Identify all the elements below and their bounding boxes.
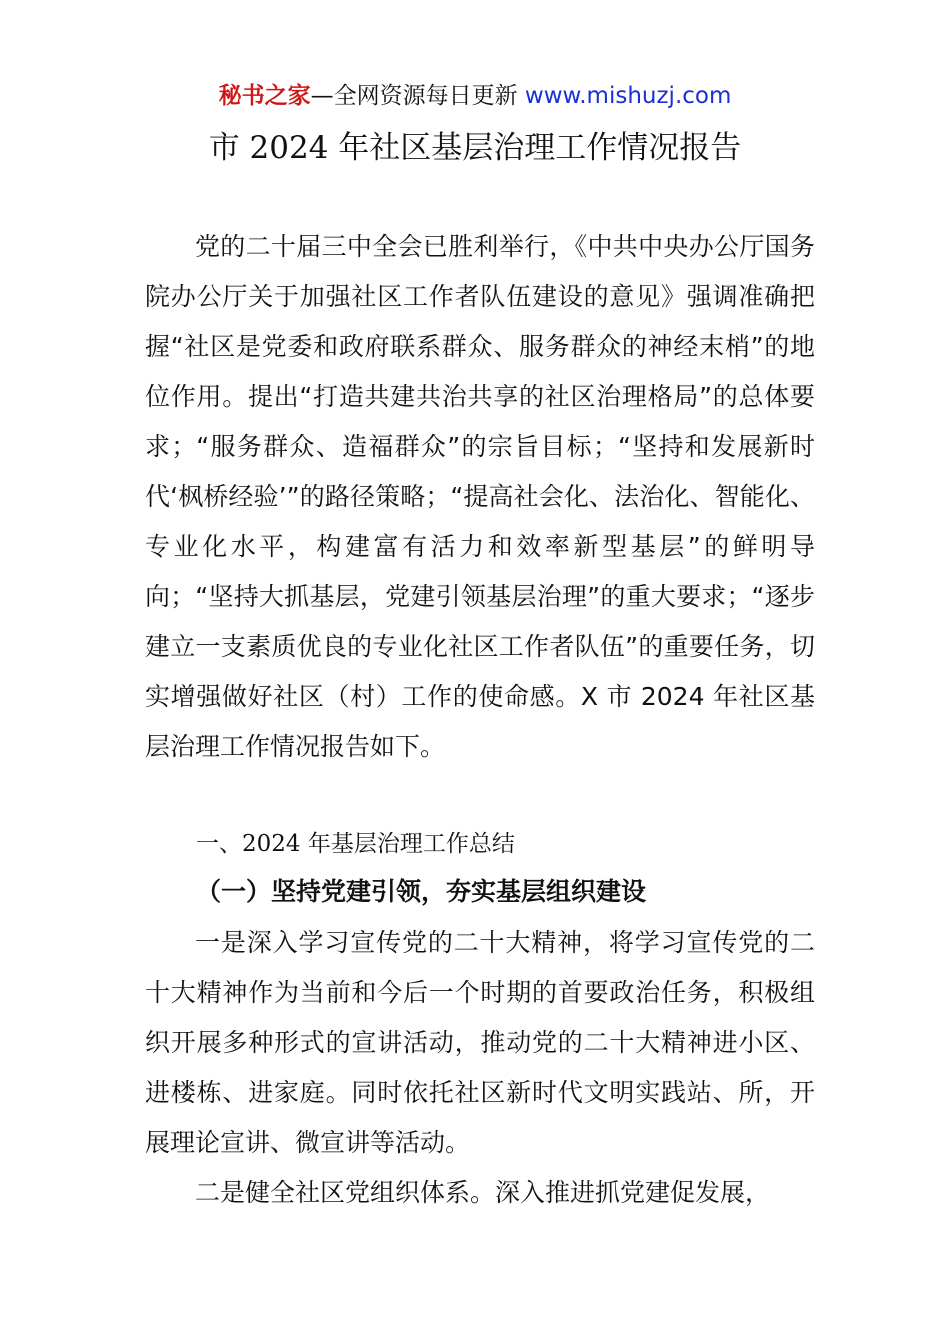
- site-header: [0, 80, 950, 112]
- section-heading: 一、2024 年基层治理工作总结: [196, 831, 515, 857]
- subsection-heading: （一）坚持党建引领，夯实基层组织建设: [196, 877, 647, 906]
- intro-paragraph: 党的二十届三中全会已胜利举行，《中共中央办公厅国务院办公厅关于加强社区工作者队伍建设的意见》强调准确把握“社区是党委和政府联系群众、服务群众的神经末梢”的地位作用。提出“打造共建共治共享的社区治理格局”的总体要求；“服务群众、造福群众”的宗旨目标；“坚持和发展新时代‘枫桥经验’”的路径策略；“提高社会化、法治化、智能化、专业化水平，构建富有活力和效率新型基层”的鲜明导向；“坚持大抓基层，党建引领基层治理”的重大要求；“逐步建立一支素质优良的专业化社区工作者队伍”的重要任务，切实增强做好社区（村）工作的使命感。X 市 2024 年社区基层治理工作情况报告如下。: [145, 232, 815, 761]
- site-slogan: —全网资源每日更新: [310, 83, 518, 109]
- site-url-link[interactable]: www.mishuzj.com: [524, 83, 732, 109]
- body-paragraph: 一是深入学习宣传党的二十大精神，将学习宣传党的二十大精神作为当前和今后一个时期的首要政治任务，积极组织开展多种形式的宣讲活动，推动党的二十大精神进小区、进楼栋、进家庭。同时依托社区新时代文明实践站、所，开展理论宣讲、微宣讲等活动。: [145, 928, 815, 1157]
- body-paragraph-partial: 二是健全社区党组织体系。深入推进抓党建促发展，: [195, 1178, 771, 1207]
- brand-name: 秘书之家: [218, 83, 311, 109]
- document-title: 市 2024 年社区基层治理工作情况报告: [208, 130, 742, 166]
